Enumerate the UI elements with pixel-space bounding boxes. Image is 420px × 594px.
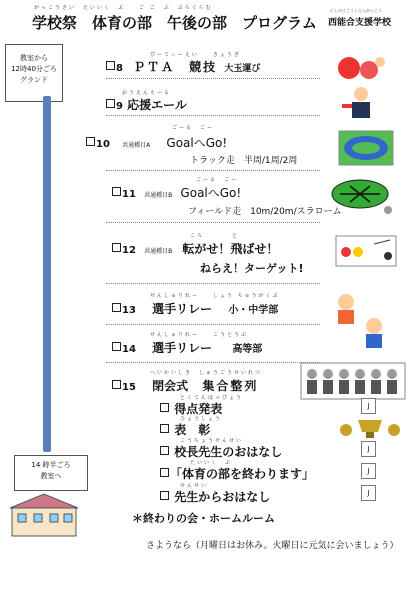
step-label: 校長先生のおはなし (174, 445, 283, 459)
item-ruby: へいかいしき しゅうごうせいれつ (150, 370, 262, 376)
item-ruby: ぴーてぃーえい きょうぎ (150, 52, 241, 58)
item-number: 14 (122, 344, 136, 355)
item-ruby: ごーる ごー (196, 177, 239, 183)
item-extra: 大玉運び (224, 64, 261, 74)
divider (106, 115, 320, 116)
item-title: ＰＴＡ 競技 (133, 60, 218, 74)
closing-step (160, 488, 270, 505)
program-item-11 (112, 184, 241, 201)
item-subtitle: トラック走 半周/1周/2周 (190, 156, 298, 166)
checkbox[interactable] (112, 243, 121, 252)
step-ruby: とくてんはっぴょう (180, 395, 244, 401)
end-note-line: 14 時半ごろ (31, 461, 71, 469)
item-category: 共通種目A (122, 142, 151, 149)
checkbox[interactable] (112, 187, 121, 196)
item-extra: 集合整列 (202, 379, 259, 393)
item-title: 選手リレー (152, 302, 213, 316)
item-ruby: おうえんえーる (122, 90, 172, 96)
item-number: 12 (122, 245, 136, 256)
relay-runners-icon (330, 290, 392, 354)
target-throw-icon (334, 234, 398, 268)
program-item-10 (86, 134, 227, 151)
divider (106, 170, 320, 171)
step-label: 先生からおはなし (174, 490, 271, 504)
divider (106, 362, 320, 363)
item-number: 10 (96, 139, 110, 150)
item-subtitle: ねらえ！ターゲット! (200, 262, 304, 275)
item-number: 8 (116, 63, 123, 74)
item-category: 共通種目B (144, 192, 173, 199)
program-item-8 (106, 58, 260, 75)
item-number: 11 (122, 189, 136, 200)
checkbox[interactable] (160, 446, 169, 455)
checkbox[interactable] (160, 424, 169, 433)
program-item-15 (112, 377, 258, 394)
item-title: 閉会式 (152, 379, 189, 393)
step-ruby: こうちょうせんせい (180, 438, 244, 444)
cheering-icon (340, 84, 382, 122)
item-ruby: ごーる ごー (172, 125, 215, 131)
end-note-line: 教室へ (40, 472, 62, 480)
step-ruby: たいいく ぶ (190, 460, 233, 466)
item-subtitle: フィールド走 10m/20m/スラローム (188, 207, 342, 217)
title-ruby: がっこうさい たいいく ぶ ご ご ぶ ぷろぐらむ (34, 5, 213, 11)
goodbye-message: さようなら（月曜日はお休み。火曜日に元気に会いましょう） (146, 541, 399, 551)
closing-step (160, 443, 282, 460)
start-note-line: 教室から (20, 54, 48, 62)
checkbox[interactable] (112, 342, 121, 351)
step-label: 得点発表 (174, 402, 223, 416)
item-title: GoalへGo! (166, 136, 228, 150)
checkbox[interactable] (106, 61, 115, 70)
item-number: 13 (122, 305, 136, 316)
page-title: 学校祭 体育の部 午後の部 プログラム (32, 14, 317, 32)
closing-step (160, 465, 314, 482)
item-title: GoalへGo! (180, 186, 242, 200)
step-icon: J (361, 441, 376, 457)
track-icon (338, 130, 394, 166)
end-note (14, 455, 88, 491)
step-label: 「体育の部を終わります」 (170, 467, 315, 481)
item-title: 選手リレー (152, 341, 213, 355)
item-ruby: ころ と (190, 233, 240, 239)
program-item-12 (112, 240, 278, 257)
divider (106, 222, 320, 223)
start-note (5, 44, 63, 102)
divider (106, 78, 320, 79)
item-ruby: せんしゅりれー こうとうぶ (150, 332, 249, 338)
end-event: ＊終わりの会・ホームルーム (132, 512, 275, 525)
item-title: 応援エール (127, 98, 187, 112)
program-item-9 (106, 96, 187, 113)
step-icon: J (361, 398, 376, 414)
item-number: 15 (122, 382, 136, 393)
field-race-icon (330, 176, 398, 216)
item-title: 転がせ！飛ばせ！ (182, 242, 279, 256)
divider (106, 324, 320, 325)
school-name: 西能合支援学校 (328, 18, 392, 28)
step-ruby: ひょうしょう (180, 416, 223, 422)
item-extra: 高等部 (232, 344, 263, 355)
item-category: 共通種目B (144, 248, 173, 255)
step-ruby: せんせい (180, 483, 209, 489)
checkbox[interactable] (86, 137, 95, 146)
item-extra: 小・中学部 (228, 305, 279, 316)
start-note-line: グランド (20, 76, 48, 84)
closing-step (160, 421, 210, 438)
timeline-bar (43, 96, 51, 452)
step-icon: J (361, 463, 376, 479)
checkbox[interactable] (160, 468, 169, 477)
divider (106, 283, 320, 284)
trophy-icon (338, 418, 402, 440)
school-ruby: にしのうごうしえんがっこう (330, 8, 382, 13)
checkbox[interactable] (160, 403, 169, 412)
checkbox[interactable] (106, 99, 115, 108)
checkbox[interactable] (112, 380, 121, 389)
item-ruby: せんしゅりれー しょう ちゅうがくぶ (150, 293, 280, 299)
school-building-icon (8, 490, 80, 540)
checkbox[interactable] (160, 491, 169, 500)
step-label: 表 彰 (174, 423, 211, 437)
checkbox[interactable] (112, 303, 121, 312)
start-note-line: 12時40分ごろ (11, 65, 57, 73)
program-item-14 (112, 339, 262, 356)
ball-game-icon (335, 52, 387, 84)
item-number: 9 (116, 101, 123, 112)
program-item-13 (112, 300, 278, 317)
step-icon: J (361, 485, 376, 501)
lineup-icon (300, 362, 406, 400)
